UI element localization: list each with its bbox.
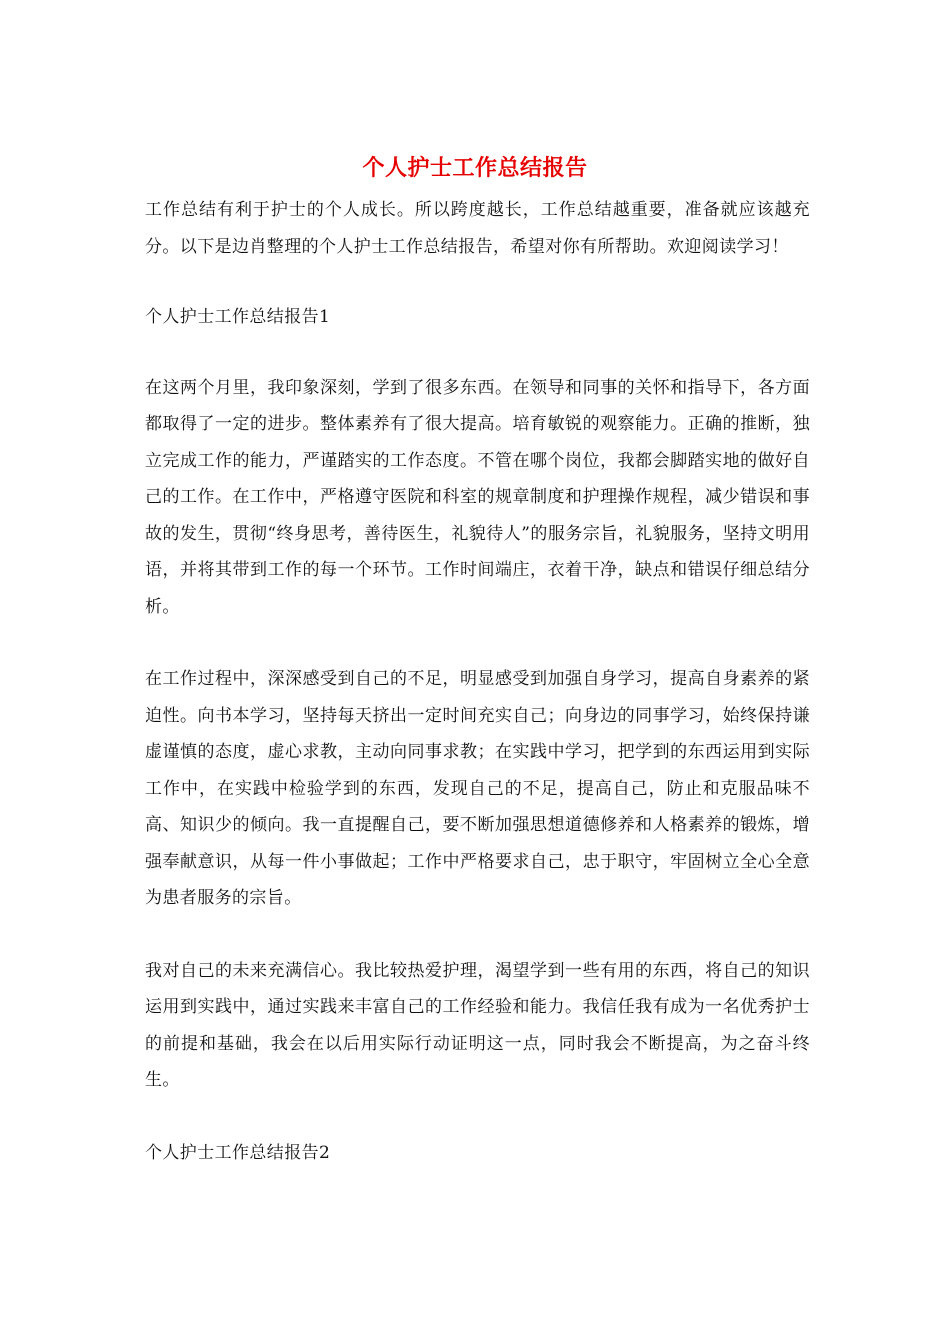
section-heading-1: 个人护士工作总结报告1 xyxy=(145,307,331,327)
body-paragraph-1: 在这两个月里，我印象深刻，学到了很多东西。在领导和同事的关怀和指导下，各方面都取得了一定的进步。整体素养有了很大提高。培育敏锐的观察能力。正确的推断，独立完成工作的能力，严谨踏实的工作态度。不管在哪个岗位，我都会脚踏实地的做好自己的工作。在工作中，严格遵守医院和科室的规章制度和护理操作规程，减少错误和事故的发生，贯彻“终身思考，善待医生，礼貌待人”的服务宗旨，礼貌服务，坚持文明用语，并将其带到工作的每一个环节。工作时间端庄，衣着干净，缺点和错误仔细总结分析。 xyxy=(145,377,810,617)
section-heading-2: 个人护士工作总结报告2 xyxy=(145,1142,331,1163)
body-paragraph-2: 在工作过程中，深深感受到自己的不足，明显感受到加强自身学习，提高自身素养的紧迫性。向书本学习，坚持每天挤出一定时间充实自己；向身边的同事学习，始终保持谦虚谨慎的态度，虚心求教，主动向同事求教；在实践中学习，把学到的东西运用到实际工作中，在实践中检验学到的东西，发现自己的不足，提高自己，防止和克服品味不高、知识少的倾向。我一直提醒自己，要不断加强思想道德修养和人格素养的锻炼，增强奉献意识，从每一件小事做起；工作中严格要求自己，忠于职守，牢固树立全心全意为患者服务的宗旨。 xyxy=(145,669,810,908)
document-title: 个人护士工作总结报告 xyxy=(362,155,588,181)
document-body xyxy=(145,192,810,1171)
intro-paragraph: 工作总结有利于护士的个人成长。所以跨度越长，工作总结越重要，准备就应该越充分。以下是边肖整理的个人护士工作总结报告，希望对你有所帮助。欢迎阅读学习！ xyxy=(145,200,810,257)
body-paragraph-3: 我对自己的未来充满信心。我比较热爱护理，渴望学到一些有用的东西，将自己的知识运用到实践中，通过实践来丰富自己的工作经验和能力。我信任我有成为一名优秀护士的前提和基础，我会在以后用实际行动证明这一点，同时我会不断提高，为之奋斗终生。 xyxy=(145,960,810,1090)
